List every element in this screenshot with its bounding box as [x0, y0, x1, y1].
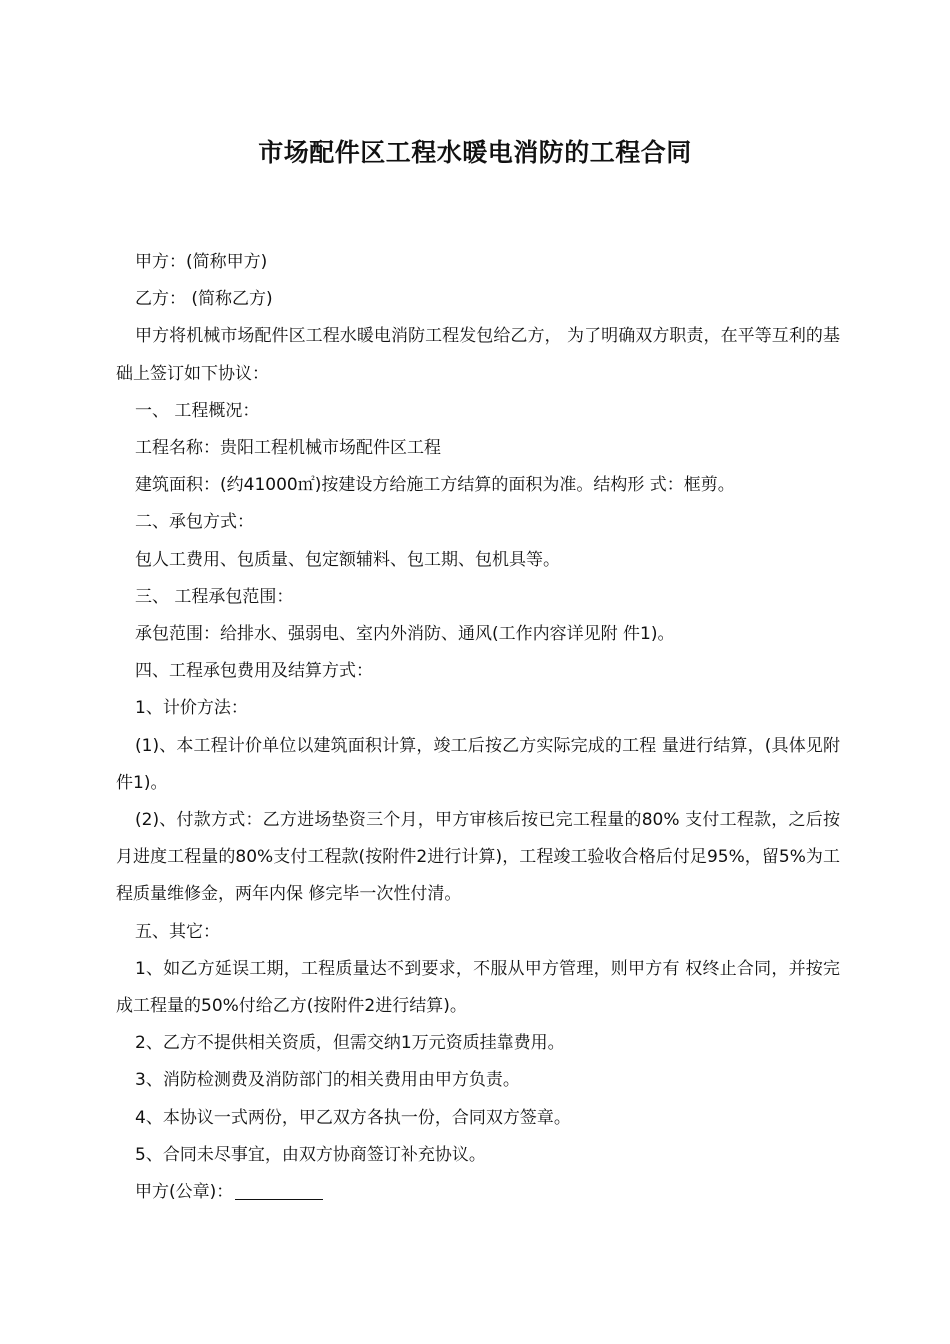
pricing-item-1: (1)、本工程计价单位以建筑面积计算，竣工后按乙方实际完成的工程 量进行结算，(具体见附件1)。	[116, 735, 840, 793]
other-item-4: 4、本协议一式两份，甲乙双方各执一份，合同双方签章。	[135, 1107, 571, 1128]
section1-heading: 一、 工程概况：	[135, 400, 260, 421]
document-title: 市场配件区工程水暖电消防的工程合同	[258, 138, 692, 167]
contract-mode-line: 包人工费用、包质量、包定额辅料、包工期、包机具等。	[135, 549, 560, 570]
signature-line	[116, 1174, 840, 1211]
intro-paragraph: 甲方将机械市场配件区工程水暖电消防工程发包给乙方， 为了明确双方职责，在平等互利的基础上签订如下协议：	[116, 326, 840, 384]
scope-line: 承包范围：给排水、强弱电、室内外消防、通风(工作内容详见附 件1)。	[135, 624, 675, 645]
other-item-1: 1、如乙方延误工期，工程质量达不到要求，不服从甲方管理，则甲方有 权终止合同，并按完成工程量的50%付给乙方(按附件2进行结算)。	[116, 958, 840, 1017]
project-name-line: 工程名称：贵阳工程机械市场配件区工程	[135, 438, 441, 459]
section3-heading: 三、 工程承包范围：	[135, 586, 294, 607]
party-b-line: 乙方： (简称乙方)	[135, 289, 273, 310]
other-item-5: 5、合同未尽事宜，由双方协商签订补充协议。	[135, 1144, 486, 1165]
pricing-heading: 1、计价方法：	[135, 698, 248, 719]
other-item-3: 3、消防检测费及消防部门的相关费用由甲方负责。	[135, 1070, 520, 1091]
document-body	[116, 244, 840, 1211]
party-a-line: 甲方：(简称甲方)	[135, 252, 268, 272]
section4-heading: 四、工程承包费用及结算方式：	[135, 661, 373, 682]
pricing-item-2: (2)、付款方式：乙方进场垫资三个月，甲方审核后按已完工程量的80% 支付工程款，之后按月进度工程量的80%支付工程款(按附件2进行计算)，工程竣工验收合格后付足95%，留5%为工程质量维修金，两年内保 修完毕一次性付清。	[116, 810, 840, 905]
section2-heading: 二、承包方式：	[135, 512, 254, 533]
building-area-line: 建筑面积：(约41000㎡)按建设方给施工方结算的面积为准。结构形 式：框剪。	[135, 475, 735, 496]
signature-blank	[235, 1181, 323, 1200]
other-item-2: 2、乙方不提供相关资质，但需交纳1万元资质挂靠费用。	[135, 1033, 565, 1054]
section5-heading: 五、其它：	[135, 921, 220, 942]
signature-label: 甲方(公章)：	[135, 1182, 234, 1203]
